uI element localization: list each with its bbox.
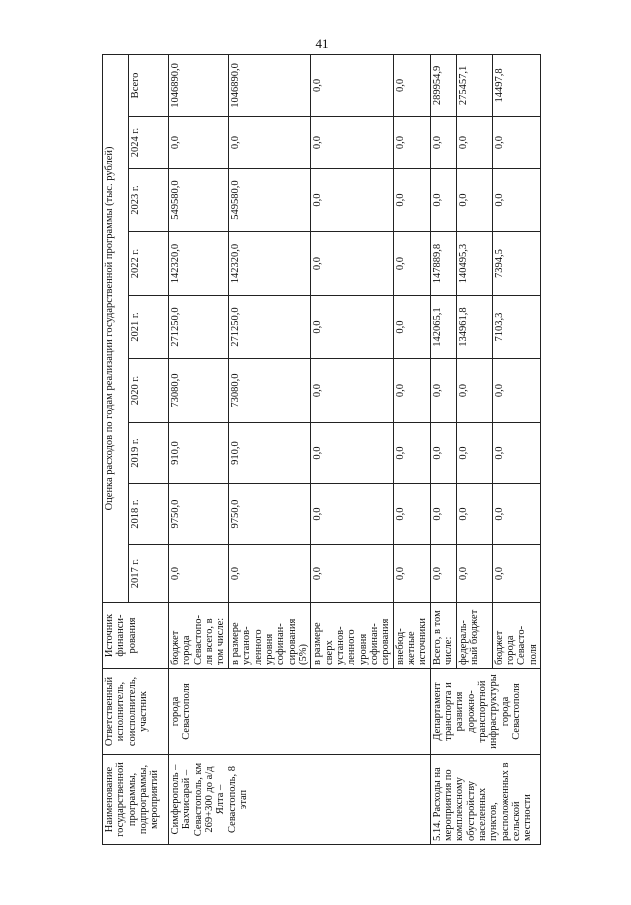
value-cell: 910,0 [169,423,229,484]
value-cell: 910,0 [229,423,311,484]
rotated-table-container [102,55,539,845]
value-cell: 140495,3 [456,232,492,296]
header-year: 2017 г. [129,545,169,603]
source-name: в размере сверх установ-ленного уровня софинан-сирования [311,603,393,669]
total-cell: 0,0 [311,54,393,116]
value-cell: 73080,0 [229,359,311,423]
value-cell: 0,0 [492,117,540,169]
header-year: 2019 г. [129,423,169,484]
value-cell: 0,0 [492,484,540,545]
value-cell: 0,0 [456,545,492,603]
value-cell: 0,0 [393,169,430,232]
total-cell: 0,0 [393,54,430,116]
header-estimate: Оценка расходов по годам реализации государственной программы (тыс. рублей) [103,54,129,602]
table-row [169,54,229,844]
value-cell: 73080,0 [169,359,229,423]
value-cell: 0,0 [456,484,492,545]
total-cell: 1046890,0 [229,54,311,116]
value-cell: 0,0 [311,423,393,484]
value-cell: 0,0 [492,423,540,484]
value-cell: 0,0 [393,296,430,359]
header-year: 2021 г. [129,296,169,359]
value-cell: 549580,0 [229,169,311,232]
value-cell: 0,0 [311,545,393,603]
header-name: Наименование государственной программы, подпрограммы, мероприятий [103,755,169,845]
value-cell: 0,0 [393,117,430,169]
value-cell: 0,0 [456,169,492,232]
total-cell: 1046890,0 [169,54,229,116]
value-cell: 0,0 [430,169,456,232]
value-cell: 0,0 [229,117,311,169]
table-row [430,54,456,844]
budget-table [102,54,541,845]
value-cell: 0,0 [430,423,456,484]
value-cell: 0,0 [492,169,540,232]
value-cell: 0,0 [229,545,311,603]
header-year: 2022 г. [129,232,169,296]
source-name: федераль-ный бюджет [456,603,492,669]
source-name: внебюд-жетные источники [393,603,430,669]
source-name: бюджет города Севасто-поля [492,603,540,669]
value-cell: 0,0 [492,359,540,423]
executor-name: города Севастополя [169,669,431,755]
total-cell: 14497,8 [492,54,540,116]
value-cell: 549580,0 [169,169,229,232]
value-cell: 0,0 [393,484,430,545]
page-number: 41 [315,36,329,51]
header-year: 2018 г. [129,484,169,545]
header-total: Всего [129,54,169,116]
value-cell: 142065,1 [430,296,456,359]
value-cell: 0,0 [311,169,393,232]
source-name: в размере установ-ленного уровня софинан-сирования (5%) [229,603,311,669]
value-cell: 7103,3 [492,296,540,359]
value-cell: 9750,0 [169,484,229,545]
value-cell: 142320,0 [169,232,229,296]
value-cell: 0,0 [430,484,456,545]
header-source: Источник финанси-рования [103,603,169,669]
value-cell: 0,0 [393,545,430,603]
header-executor: Ответственный исполнитель, соисполнитель, участник [103,669,169,755]
value-cell: 134961,8 [456,296,492,359]
value-cell: 0,0 [311,359,393,423]
total-cell: 275457,1 [456,54,492,116]
value-cell: 0,0 [311,484,393,545]
value-cell: 0,0 [492,545,540,603]
value-cell: 0,0 [430,117,456,169]
header-year: 2024 г. [129,117,169,169]
value-cell: 0,0 [393,232,430,296]
value-cell: 0,0 [456,359,492,423]
value-cell: 0,0 [311,296,393,359]
total-cell: 289954,9 [430,54,456,116]
value-cell: 0,0 [430,545,456,603]
executor-name: Департамент транспорта и развития дорожно-транспортной инфраструктуры города Севастополя [430,669,540,755]
measure-name: 5.14. Расходы на мероприятия по комплексному обустройству населенных пунктов, расположенных в сельской местности [430,755,540,845]
value-cell: 0,0 [311,232,393,296]
value-cell: 0,0 [456,117,492,169]
header-year: 2020 г. [129,359,169,423]
value-cell: 271250,0 [169,296,229,359]
value-cell: 142320,0 [229,232,311,296]
measure-name: Симферополь – Бахчисарай – Севастополь, км 269+300 до а/д Ялта – Севастополь, 8 этап [169,755,431,845]
value-cell: 147889,8 [430,232,456,296]
value-cell: 0,0 [169,117,229,169]
source-name: Всего, в том числе: [430,603,456,669]
value-cell: 0,0 [393,359,430,423]
value-cell: 7394,5 [492,232,540,296]
value-cell: 0,0 [393,423,430,484]
value-cell: 271250,0 [229,296,311,359]
value-cell: 0,0 [456,423,492,484]
header-year: 2023 г. [129,169,169,232]
value-cell: 9750,0 [229,484,311,545]
value-cell: 0,0 [169,545,229,603]
value-cell: 0,0 [430,359,456,423]
value-cell: 0,0 [311,117,393,169]
source-name: бюджет города Севастопо-ля всего, в том числе: [169,603,229,669]
